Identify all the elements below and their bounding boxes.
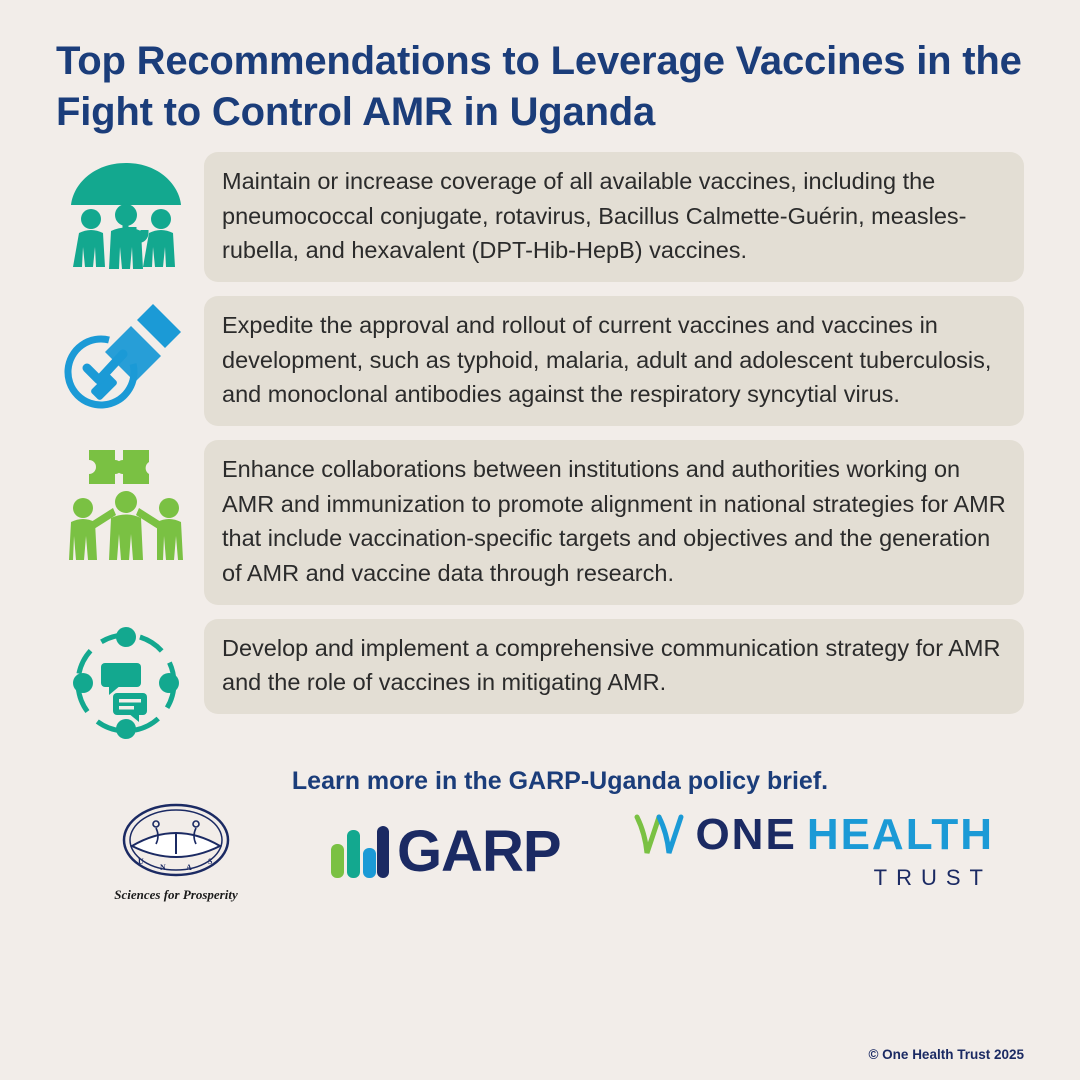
communication-network-icon <box>56 619 196 749</box>
family-umbrella-protection-icon <box>56 152 196 282</box>
svg-text:S: S <box>208 856 213 866</box>
page-title: Top Recommendations to Leverage Vaccines in the Fight to Control AMR in Uganda <box>56 39 1022 135</box>
oht-health-label: HEALTH <box>806 810 994 859</box>
recommendation-text: Maintain or increase coverage of all available vaccines, including the pneumococcal conjugate, rotavirus, Bacillus Calmette-Guérin, measles-rubella, and hexavalent (DPT-Hib-HepB) vaccines. <box>204 152 1024 282</box>
garp-logo <box>329 819 561 884</box>
recommendations-list <box>56 152 1024 748</box>
unas-motto: Sciences for Prosperity <box>114 886 238 902</box>
recommendation-text: Expedite the approval and rollout of current vaccines and vaccines in development, such as typhoid, malaria, adult and adolescent tuberculosis, and monoclonal antibodies against the respiratory syncytial virus. <box>204 296 1024 426</box>
recommendation-item <box>56 152 1024 282</box>
recommendation-item <box>56 440 1024 604</box>
svg-text:A: A <box>186 862 192 872</box>
oht-trust-label: TRUST <box>873 865 992 890</box>
logo-row <box>56 802 1024 903</box>
svg-text:U: U <box>138 856 144 866</box>
one-health-trust-logo <box>633 810 994 891</box>
oht-one-label: ONE <box>695 810 797 859</box>
oht-mark-icon <box>633 813 685 857</box>
copyright-notice: © One Health Trust 2025 <box>868 1047 1024 1062</box>
recommendation-text: Develop and implement a comprehensive communication strategy for AMR and the role of vaccines in mitigating AMR. <box>204 619 1024 714</box>
vaccine-syringe-check-icon <box>56 296 196 426</box>
svg-text:N: N <box>160 862 166 872</box>
recommendation-item <box>56 296 1024 426</box>
garp-label: GARP <box>396 819 561 884</box>
collaboration-puzzle-people-icon <box>56 440 196 570</box>
recommendation-item <box>56 619 1024 749</box>
recommendation-text: Enhance collaborations between institutions and authorities working on AMR and immunization to promote alignment in national strategies for AMR that include vaccination-specific targets and objectives and the generation of AMR and vaccine data through research. <box>204 440 1024 604</box>
unas-logo <box>96 802 256 903</box>
call-to-action[interactable]: Learn more in the GARP-Uganda policy brief. <box>291 766 829 795</box>
